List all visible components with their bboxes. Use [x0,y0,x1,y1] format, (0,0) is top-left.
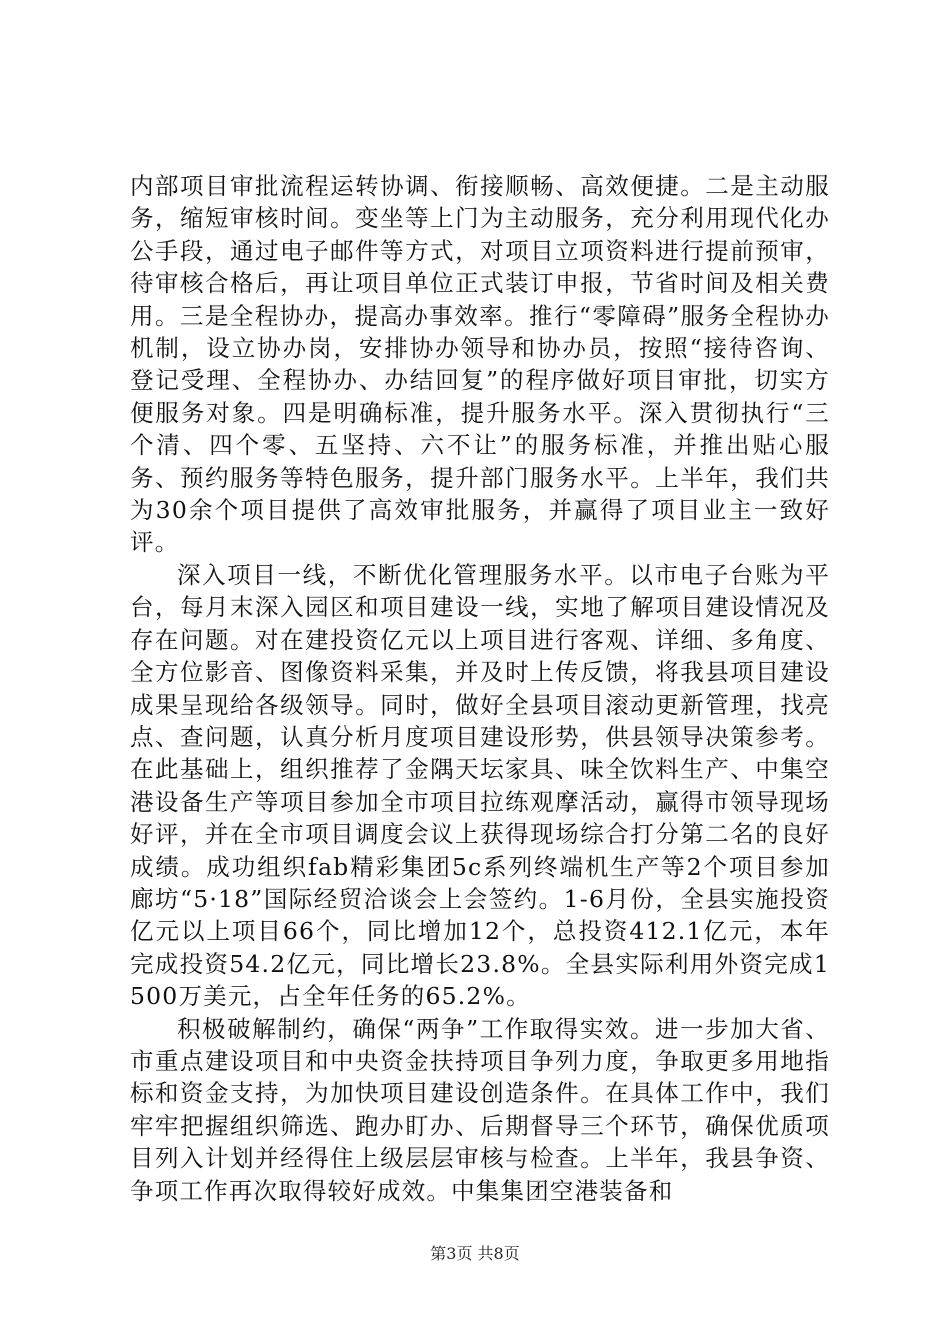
body-text [130,170,830,1207]
paragraph-3: 积极破解制约，确保“两争”工作取得实效。进一步加大省、市重点建设项目和中央资金扶持项目争列力度，争取更多用地指标和资金支持，为加快项目建设创造条件。在具体工作中，我们牢牢把握组织筛选、跑办盯办、后期督导三个环节，确保优质项目列入计划并经得住上级层层审核与检查。上半年，我县争资、争项工作再次取得较好成效。中集集团空港装备和 [130,1014,830,1205]
paragraph-1: 内部项目审批流程运转协调、衔接顺畅、高效便捷。二是主动服务，缩短审核时间。变坐等上门为主动服务，充分利用现代化办公手段，通过电子邮件等方式，对项目立项资料进行提前预审，待审核合格后，再让项目单位正式装订申报，节省时间及相关费用。三是全程协办，提高办事效率。推行“零障碍”服务全程协办机制，设立协办岗，安排协办领导和协办员，按照“接待咨询、登记受理、全程协办、办结回复”的程序做好项目审批，切实方便服务对象。四是明确标准，提升服务水平。深入贯彻执行“三个清、四个零、五坚持、六不让”的服务标准，并推出贴心服务、预约服务等特色服务，提升部门服务水平。上半年，我们共为30余个项目提供了高效审批服务，并赢得了项目业主一致好评。 [130,172,830,557]
paragraph-2: 深入项目一线，不断优化管理服务水平。以市电子台账为平台，每月末深入园区和项目建设一线，实地了解项目建设情况及存在问题。对在建投资亿元以上项目进行客观、详细、多角度、全方位影音、图像资料采集，并及时上传反馈，将我县项目建设成果呈现给各级领导。同时，做好全县项目滚动更新管理，找亮点、查问题，认真分析月度项目建设形势，供县领导决策参考。在此基础上，组织推荐了金隅天坛家具、味全饮料生产、中集空港设备生产等项目参加全市项目拉练观摩活动，赢得市领导现场好评，并在全市项目调度会议上获得现场综合打分第二名的良好成绩。成功组织fab精彩集团5c系列终端机生产等2个项目参加廊坊“5·18”国际经贸洽谈会上会签约。1-6月份，全县实施投资亿元以上项目66个，同比增加12个，总投资412.1亿元，本年完成投资54.2亿元，同比增长23.8%。全县实际利用外资完成1500万美元，占全年任务的65.2%。 [130,560,830,1011]
page-number-footer: 第3页 共8页 [430,1244,520,1263]
